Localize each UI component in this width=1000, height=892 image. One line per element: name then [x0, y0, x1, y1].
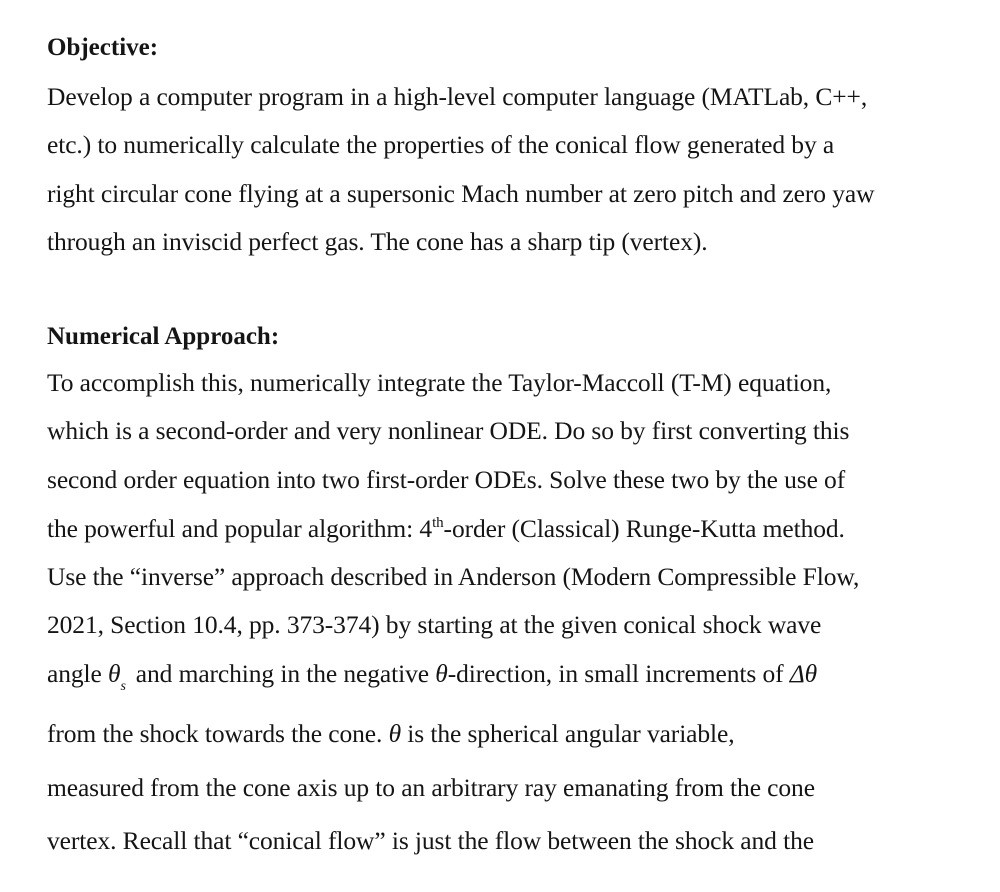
approach-line-8-end: is the spherical angular variable, — [401, 719, 735, 748]
approach-line-1: To accomplish this, numerically integrate the Taylor-Maccoll (T-M) equation, — [47, 368, 832, 397]
theta-symbol-3: θ — [388, 719, 401, 748]
approach-line-8-start: from the shock towards the cone. — [47, 719, 389, 748]
approach-line-7-middle: and marching in the negative — [135, 659, 436, 688]
theta-symbol-2: θ — [435, 659, 448, 688]
objective-line-3: right circular cone flying at a supersonic Mach number at zero pitch and zero yaw — [47, 179, 875, 208]
objective-line-2: etc.) to numerically calculate the properties of the conical flow generated by a — [47, 130, 835, 159]
ordinal-superscript: th — [432, 515, 444, 531]
approach-line-8 — [47, 719, 735, 749]
approach-line-9: measured from the cone axis up to an arbitrary ray emanating from the cone — [47, 773, 815, 802]
objective-line-4: through an inviscid perfect gas. The cone has a sharp tip (vertex). — [47, 227, 708, 256]
approach-line-6: 2021, Section 10.4, pp. 373-374) by starting at the given conical shock wave — [47, 610, 822, 639]
shock-subscript: s — [120, 679, 126, 694]
theta-symbol: θ — [108, 659, 121, 688]
approach-line-10: vertex. Recall that “conical flow” is just the flow between the shock and the — [47, 826, 814, 855]
objective-line-1: Develop a computer program in a high-level computer language (MATLab, C++, — [47, 82, 868, 111]
delta-theta-symbol: Δθ — [789, 659, 818, 688]
objective-heading: Objective: — [47, 34, 159, 61]
approach-line-4-end: -order (Classical) Runge-Kutta method. — [443, 514, 845, 543]
approach-line-4 — [47, 514, 845, 544]
approach-line-7 — [47, 659, 818, 694]
approach-line-2: which is a second-order and very nonlinear ODE. Do so by first converting this — [47, 416, 850, 445]
approach-line-7-start: angle — [47, 659, 108, 688]
approach-heading: Numerical Approach: — [47, 323, 280, 350]
approach-line-7-end: -direction, in small increments of — [447, 659, 790, 688]
approach-line-5: Use the “inverse” approach described in Anderson (Modern Compressible Flow, — [47, 562, 860, 591]
approach-line-3: second order equation into two first-order ODEs. Solve these two by the use of — [47, 465, 846, 494]
approach-line-4-start: the powerful and popular algorithm: 4 — [47, 514, 433, 543]
